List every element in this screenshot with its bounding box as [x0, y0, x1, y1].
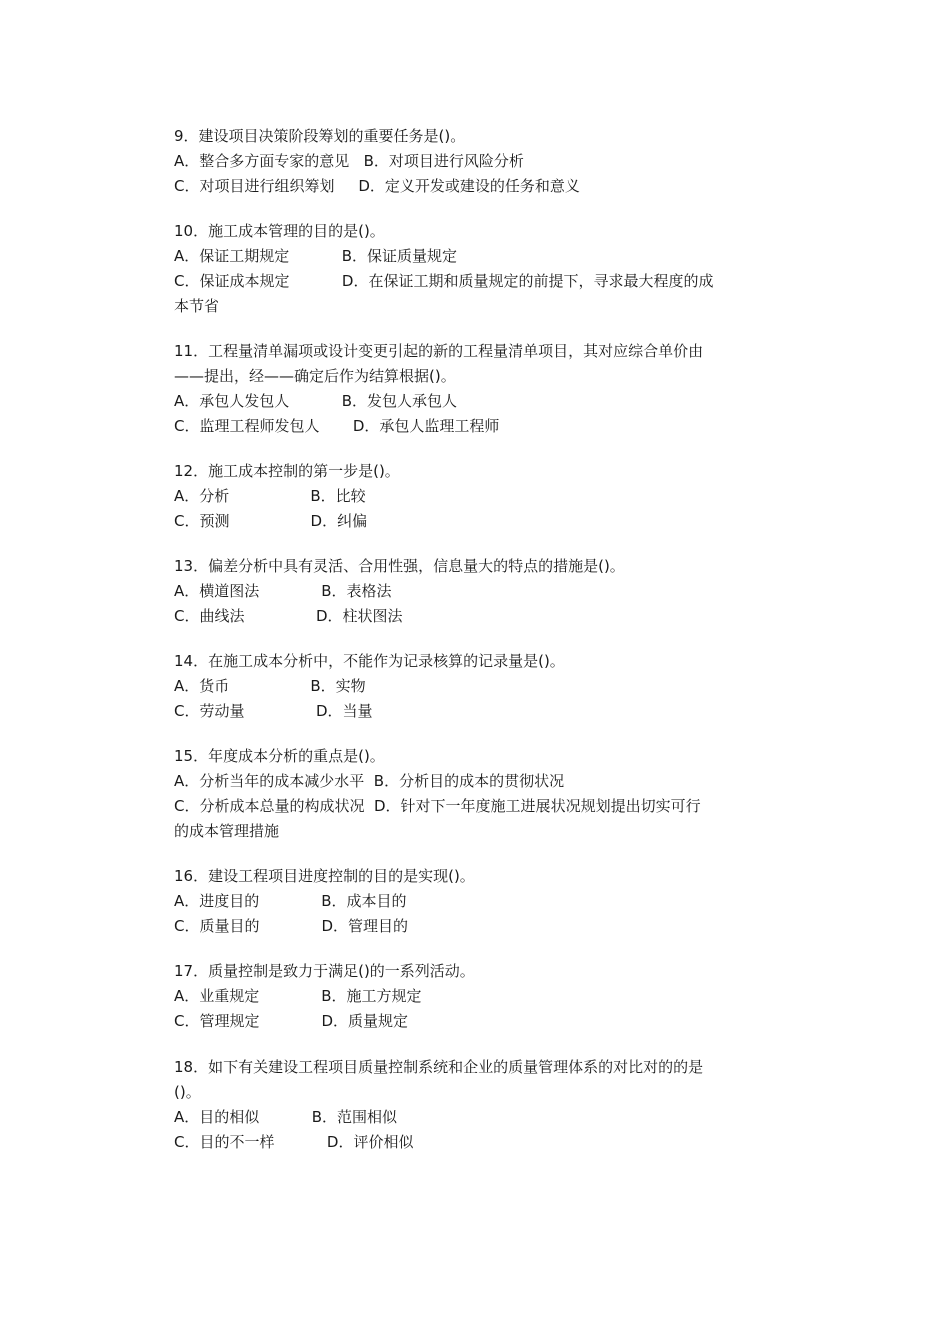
question-13-options-ab: A．横道图法 B．表格法 — [174, 582, 392, 600]
question-11 — [174, 339, 784, 439]
question-10-stem: 10．施工成本管理的目的是()。 — [174, 222, 385, 240]
question-13 — [174, 554, 784, 629]
question-14-options-cd: C．劳动量 D．当量 — [174, 702, 373, 720]
question-12-options-ab: A．分析 B．比较 — [174, 487, 366, 505]
question-10-options-cd: C．保证成本规定 D．在保证工期和质量规定的前提下，寻求最大程度的成 — [174, 272, 714, 290]
question-17-options-cd: C．管理规定 D．质量规定 — [174, 1012, 409, 1030]
question-9 — [174, 124, 784, 199]
question-18 — [174, 1055, 784, 1155]
document-page — [174, 124, 784, 1175]
question-17-stem: 17．质量控制是致力于满足()的一系列活动。 — [174, 962, 475, 980]
question-15 — [174, 744, 784, 844]
question-15-options-ab: A．分析当年的成本减少水平 B．分析目的成本的贯彻状况 — [174, 772, 565, 790]
question-13-stem: 13．偏差分析中具有灵活、合用性强，信息量大的特点的措施是()。 — [174, 557, 625, 575]
question-14-options-ab: A．货币 B．实物 — [174, 677, 366, 695]
question-14-stem: 14．在施工成本分析中，不能作为记录核算的记录量是()。 — [174, 652, 565, 670]
question-9-options-ab: A．整合多方面专家的意见 B．对项目进行风险分析 — [174, 152, 524, 170]
question-18-options-cd: C．目的不一样 D．评价相似 — [174, 1133, 414, 1151]
question-16-options-cd: C．质量目的 D．管理目的 — [174, 917, 409, 935]
question-17-options-ab: A．业重规定 B．施工方规定 — [174, 987, 422, 1005]
question-17 — [174, 959, 784, 1034]
question-16-stem: 16．建设工程项目进度控制的目的是实现()。 — [174, 867, 475, 885]
question-12-stem: 12．施工成本控制的第一步是()。 — [174, 462, 400, 480]
question-12 — [174, 459, 784, 534]
question-15-options-cd-cont: 的成本管理措施 — [174, 822, 280, 840]
question-18-options-ab: A．目的相似 B．范围相似 — [174, 1108, 398, 1126]
question-18-stem-cont: ()。 — [174, 1083, 201, 1101]
question-10-options-ab: A．保证工期规定 B．保证质量规定 — [174, 247, 458, 265]
question-18-stem: 18．如下有关建设工程项目质量控制系统和企业的质量管理体系的对比对的的是 — [174, 1058, 704, 1076]
question-11-options-cd: C．监理工程师发包人 D．承包人监理工程师 — [174, 417, 500, 435]
question-9-options-cd: C．对项目进行组织筹划 D．定义开发或建设的任务和意义 — [174, 177, 580, 195]
question-11-stem: 11．工程量清单漏项或设计变更引起的新的工程量清单项目，其对应综合单价由 — [174, 342, 704, 360]
question-16 — [174, 864, 784, 939]
question-11-options-ab: A．承包人发包人 B．发包人承包人 — [174, 392, 458, 410]
question-9-stem: 9．建设项目决策阶段筹划的重要任务是()。 — [174, 127, 466, 145]
question-10-options-cd-cont: 本节省 — [174, 297, 220, 315]
question-16-options-ab: A．进度目的 B．成本目的 — [174, 892, 407, 910]
question-15-stem: 15．年度成本分析的重点是()。 — [174, 747, 385, 765]
question-15-options-cd: C．分析成本总量的构成状况 D．针对下一年度施工进展状况规划提出切实可行 — [174, 797, 701, 815]
question-11-stem-cont: ——提出，经——确定后作为结算根据()。 — [174, 367, 456, 385]
question-13-options-cd: C．曲线法 D．柱状图法 — [174, 607, 403, 625]
question-10 — [174, 219, 784, 319]
question-12-options-cd: C．预测 D．纠偏 — [174, 512, 368, 530]
question-14 — [174, 649, 784, 724]
